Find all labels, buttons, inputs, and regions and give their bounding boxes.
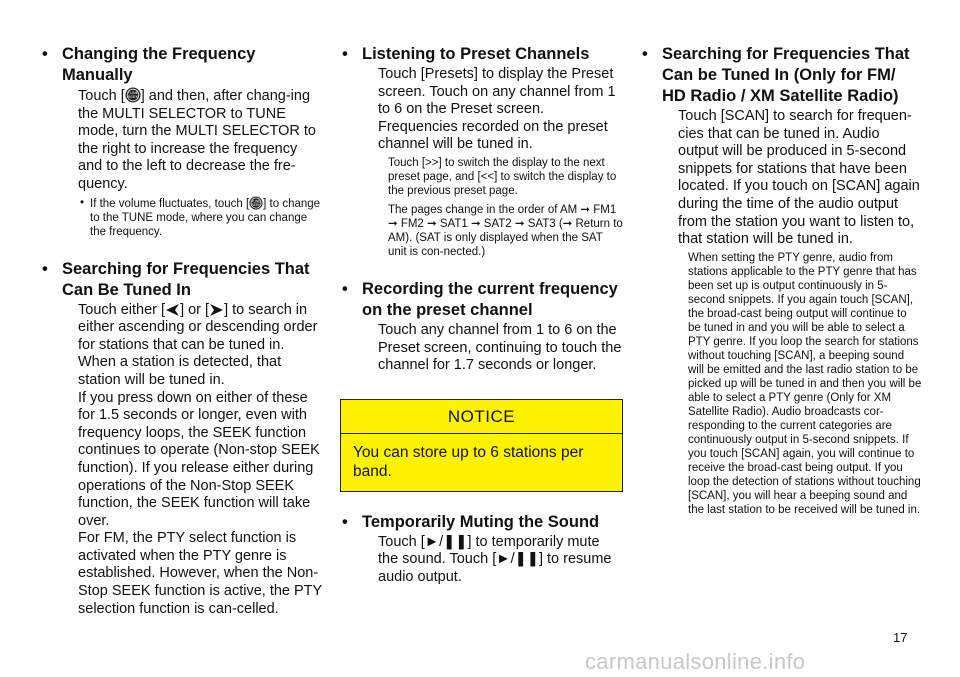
section-heading: • Listening to Preset Channels bbox=[342, 45, 590, 63]
tune-seek-icon bbox=[249, 196, 263, 210]
play-pause-icon: ►/❚❚ bbox=[424, 533, 468, 550]
column-2 bbox=[340, 44, 623, 605]
section-note: • If the volume fluctuates, touch [ TUNE SEEK ] to change to the TUNE mode, where you can change the frequency. bbox=[80, 196, 321, 238]
bullet-icon: • bbox=[342, 45, 348, 63]
section-changing-frequency-manually bbox=[40, 44, 325, 239]
note-paging: Touch [>>] to switch the display to the next preset page, and [<<] to switch the display to the previous preset page. bbox=[388, 156, 617, 197]
section-heading: • Temporarily Muting the Sound bbox=[342, 512, 600, 531]
section-heading: • Recording the current frequency on the preset channel bbox=[342, 279, 618, 319]
bullet-icon: • bbox=[342, 512, 348, 531]
svg-text:SEEK: SEEK bbox=[251, 202, 261, 207]
section-muting-sound bbox=[340, 512, 623, 587]
column-3 bbox=[640, 44, 922, 535]
section-body: Touch any channel from 1 to 6 on the Preset screen, continuing to touch the channel for 1.7 seconds or longer. bbox=[378, 321, 622, 374]
notice-title: NOTICE bbox=[341, 400, 622, 434]
bullet-icon: • bbox=[642, 45, 648, 63]
column-1 bbox=[40, 44, 325, 636]
section-heading: • Searching for Frequencies That Can be Tuned In (Only for FM/ HD Radio / XM Satellite Radio) bbox=[642, 45, 910, 105]
page-number: 17 bbox=[893, 630, 908, 645]
seek-left-icon bbox=[165, 303, 180, 317]
watermark: carmanualsonline.info bbox=[585, 649, 806, 674]
bullet-icon: • bbox=[342, 279, 348, 298]
section-recording-preset bbox=[340, 279, 623, 375]
section-searching-frequencies bbox=[40, 259, 325, 619]
svg-text:TUNE: TUNE bbox=[127, 90, 139, 96]
notice-box bbox=[340, 399, 623, 492]
section-listening-preset bbox=[340, 44, 623, 259]
bullet-icon: • bbox=[42, 259, 48, 278]
section-body: Touch [►/❚❚] to temporarily mute the sound. Touch [►/❚❚] to resume audio output. bbox=[378, 533, 612, 585]
section-body: Touch [SCAN] to search for frequen-cies that can be tuned in. Audio output will be produced in 5-second snippets for stations that have been located. If you touch on [SCAN] again during the time of the audio output from the station you want to listen to, that station will be tuned in. bbox=[678, 108, 920, 248]
section-scan bbox=[640, 44, 922, 517]
section-note: When setting the PTY genre, audio from stations applicable to the PTY genre that has been set up is output continuously in 5-second snippets. If you again touch [SCAN], the broad-cast being output will continue to be tuned in and you will be able to select a PTY genre. If you loop the search for stations without touching [SCAN], a beeping sound will be emitted and the last radio station to be picked up will be tuned in and then you will be able to select a PTY genre (Only for XM Satellite Radio). Audio broadcasts cor-responding to the current categories are continuously output in 5-second snippets. If you touch [SCAN] again, you will continue to receive the broad-cast being output. If you loop the detection of stations without touching [SCAN], you will hear a beeping sound and the last station to be received will be tuned in. bbox=[688, 251, 922, 516]
section-notes bbox=[340, 156, 623, 259]
tune-seek-icon bbox=[125, 87, 141, 103]
section-body: Touch [ TUNE SEEK ] and then, after chang-ing the MULTI SELECTOR to TUNE mode, turn the MULTI SELECTOR to the right to increase the frequency and to the left to decrease the fre-quency. bbox=[78, 88, 316, 192]
svg-text:SEEK: SEEK bbox=[127, 94, 139, 100]
section-heading: • Changing the Frequency Manually bbox=[42, 45, 256, 84]
notice-body: You can store up to 6 stations per band. bbox=[353, 443, 584, 480]
bullet-icon: • bbox=[80, 196, 85, 209]
seek-right-icon bbox=[209, 303, 224, 317]
section-heading: • Searching for Frequencies That Can Be Tuned In bbox=[42, 259, 310, 299]
svg-text:TUNE: TUNE bbox=[251, 198, 261, 203]
bullet-icon: • bbox=[42, 45, 48, 63]
play-pause-icon: ►/❚❚ bbox=[496, 551, 539, 568]
section-body: Touch either [ ] or [ ] to search in either ascending or descending order for stations that can be tuned in. When a station is detected, that station will be tuned in. If you press down on either of these for 1.5 seconds or longer, even with frequency loops, the SEEK function continues to operate (Non-stop SEEK function). If you release either during operations of the Non-Stop SEEK function, the SEEK function will take over. For FM, the PTY select function is activated when the PTY genre is established. However, when the Non-Stop SEEK function is active, the PTY selection function is can-celled. bbox=[78, 301, 322, 617]
note-order: The pages change in the order of AM ➞ FM1 ➞ FM2 ➞ SAT1 ➞ SAT2 ➞ SAT3 (➞ Return to AM). (SAT is only displayed when the SAT unit is con-nected.) bbox=[388, 203, 623, 258]
section-body: Touch [Presets] to display the Preset screen. Touch on any channel from 1 to 6 on the Preset screen. Frequencies recorded on the preset channel will be tuned in. bbox=[378, 66, 616, 153]
